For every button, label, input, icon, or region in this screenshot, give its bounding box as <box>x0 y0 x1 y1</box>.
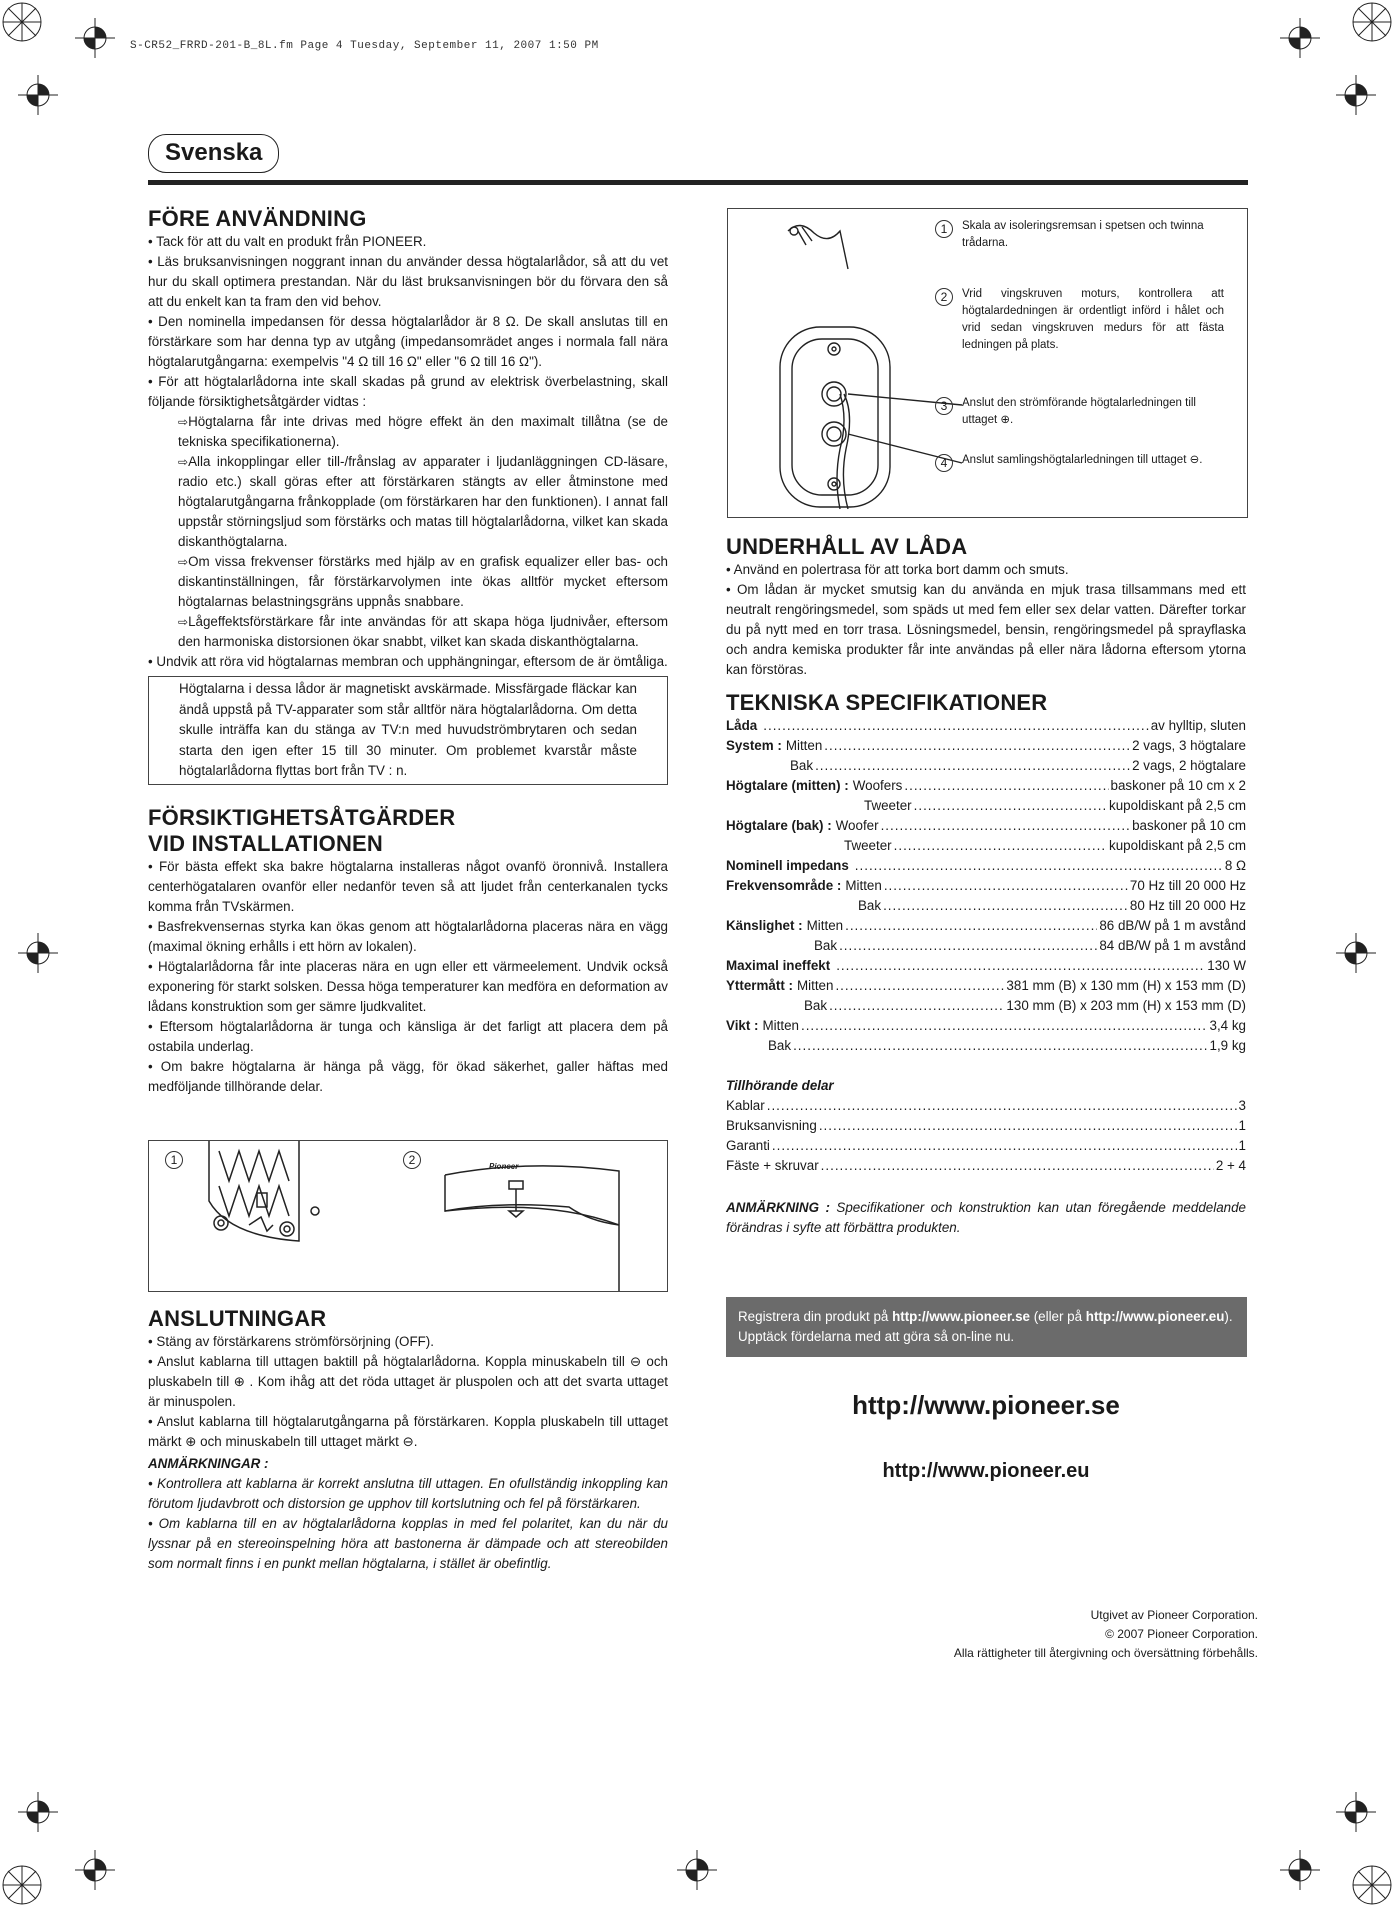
step-number: 1 <box>935 220 953 238</box>
leader-dots <box>884 876 1128 896</box>
spec-value: 84 dB/W på 1 m avstånd <box>1099 938 1246 953</box>
accessory-name: Garanti <box>726 1138 770 1153</box>
paragraph: • För bästa effekt ska bakre högtalarna installeras något ovanfö öronnivå. Installera centerhögatalaren ovanför eller nedanför teven så att ljudet från centerkanalen tycks komma från TVskärmen. <box>148 858 668 914</box>
spec-value: 80 Hz till 20 000 Hz <box>1129 898 1246 913</box>
section-title-forsiktighet: FÖRSIKTIGHETSÅTGÄRDER <box>148 804 456 830</box>
spec-label <box>726 776 902 796</box>
speaker-grille-illustration <box>149 1141 667 1291</box>
sub-item-text: Lågeffektsförstärkare får inte användas för att skapa höga ljudnivåer, eftersom den harmoniska distorsionen ökar snabbt, vilket kan skada diskanthögtalarna. <box>178 614 668 649</box>
language-tab: Svenska <box>148 134 279 173</box>
sub-item-text: Om vissa frekvenser förstärks med hjälp av en grafisk equalizer eller bas- och diskantinställningen, får förstärkarvolymen inte ökas alltför mycket eftersom högtalarnas belastningsgräns uppnås snabbare. <box>178 554 668 609</box>
section-title-specifikationer: TEKNISKA SPECIFIKATIONER <box>726 690 1048 715</box>
step-text: Skala av isoleringsremsan i spetsen och twinna trådarna. <box>962 220 1204 249</box>
step-4 <box>940 452 1214 470</box>
spec-label <box>726 876 882 896</box>
leader-dots <box>824 736 1130 756</box>
paragraph: • Anslut kablarna till uttagen baktill på högtalarlådorna. Koppla minuskabeln till ⊖ och pluskabeln till ⊕ . Kom ihåg att det röda uttaget är pluspolen och att det svarta uttaget är minuspolen. <box>148 1354 668 1409</box>
spec-label-sub: Bak <box>814 938 838 953</box>
accessory-qty: 3 <box>1238 1098 1246 1113</box>
remark <box>726 1198 1246 1238</box>
reg-link-eu[interactable]: http://www.pioneer.eu <box>1085 1309 1225 1324</box>
accessory-qty: 2 + 4 <box>1215 1158 1246 1173</box>
accessories-list <box>726 1096 1246 1176</box>
spec-label-main: System : <box>726 738 782 753</box>
spec-label-sub: Mitten <box>796 978 834 993</box>
paragraph: • Om lådan är mycket smutsig kan du använda en mjuk trasa tillsammans med ett neutralt rengöringsmedel, som späds ut med fem eller sex delar vatten. Därefter torkar du på nytt med en torr trasa. Lösningsmedel, bensin, rengöringsmedel på sprayflaska och andra kemiska produkter får inte användas på eller nära lådorna eftersom ytorna kan förstöras. <box>726 582 1246 677</box>
step-text: Vrid vingskruven moturs, kontrollera att högtalardedningen är ordentligt införd i hålet och vrid sedan vingskruven medurs för att fästa ledningen på plats. <box>962 288 1224 351</box>
spec-label-main: Högtalare (bak) : <box>726 818 832 833</box>
brand-label: Pioneer <box>489 1162 519 1171</box>
spec-label <box>804 996 827 1016</box>
spec-label-sub: Mitten <box>762 1018 799 1033</box>
spec-row <box>726 856 1246 876</box>
step-number: 4 <box>935 454 953 472</box>
spec-value: 2 vags, 3 högtalare <box>1132 738 1246 753</box>
spec-row <box>726 896 1246 916</box>
spec-row <box>726 776 1246 796</box>
accessories-title: Tillhörande delar <box>726 1078 834 1093</box>
sub-item <box>148 412 668 452</box>
spec-value: 3,4 kg <box>1209 1018 1246 1033</box>
url-pioneer-eu[interactable]: http://www.pioneer.eu <box>882 1460 1090 1482</box>
header-rule <box>148 180 1248 185</box>
terminal-illustration <box>728 209 1247 517</box>
accessory-row <box>726 1096 1246 1116</box>
spec-label-main: Högtalare (mitten) : <box>726 778 849 793</box>
note-item: • Om kablarna till en av högtalarlådorna kopplas in med fel polaritet, kan du när du lyssnar på en stereoinspelning höra att bastonerna är dämpade och att stereobilden som normalt finns i en punkt mellan högtalarna, i stället är obefintlig. <box>148 1516 668 1571</box>
accessory-row <box>726 1136 1246 1156</box>
leader-dots <box>904 776 1108 796</box>
remark-text: Specifikationer och konstruktion kan utan föregående meddelande förändras i syfte att förbättra produkten. <box>726 1200 1246 1235</box>
spec-label <box>726 1016 799 1036</box>
arrow-right-icon: ⇨ <box>178 455 189 469</box>
spec-label <box>726 976 833 996</box>
section-title-installationen: VID INSTALLATIONEN <box>148 830 383 856</box>
accessory-row <box>726 1156 1246 1176</box>
spec-label <box>726 816 879 836</box>
credits <box>850 1606 1258 1663</box>
leader-dots <box>836 956 1205 976</box>
spec-label <box>726 956 834 976</box>
credit-line: © 2007 Pioneer Corporation. <box>1105 1627 1258 1641</box>
spec-label <box>844 836 892 856</box>
leader-dots <box>835 976 1004 996</box>
step-number: 2 <box>935 288 953 306</box>
spec-list <box>726 716 1246 1056</box>
spec-row <box>726 916 1246 936</box>
spec-row <box>726 956 1246 976</box>
paragraph: • Använd en polertrasa för att torka bort damm och smuts. <box>726 562 1069 577</box>
spec-label-main: Maximal ineffekt <box>726 958 831 973</box>
spec-label <box>726 736 822 756</box>
arrow-right-icon: ⇨ <box>178 415 189 429</box>
paragraph: • Basfrekvensernas styrka kan ökas genom att högtalarlådorna placeras nära en vägg (maximal ökning erhålls i ett hörn av lokalen). <box>148 918 668 954</box>
leader-dots <box>767 1096 1237 1116</box>
step-1 <box>940 218 1234 252</box>
step-number: 3 <box>935 397 953 415</box>
note-item: • Kontrollera att kablarna är korrekt anslutna till uttagen. En ofullständig inkoppling kan förutom ljudavbrott och distorsion ge upphov till kortslutning och fel på förstärkaren. <box>148 1476 668 1511</box>
spec-label-sub: Tweeter <box>844 838 892 853</box>
paragraph: • Läs bruksanvisningen noggrant innan du använder dessa högtalarlådor, så att du vet hur du skall optimera prestandan. När du läst bruksanvisningen bör du förvara den så att du enkelt kan ta fram den vid behov. <box>148 254 668 309</box>
spec-value: 86 dB/W på 1 m avstånd <box>1099 918 1246 933</box>
step-text: Anslut samlingshögtalarledningen till uttaget ⊖. <box>962 454 1203 466</box>
leader-dots <box>855 856 1223 876</box>
spec-label-sub: Bak <box>790 758 814 773</box>
spec-label-sub: Tweeter <box>864 798 912 813</box>
spec-label <box>864 796 912 816</box>
spec-label-sub: Woofers <box>852 778 903 793</box>
spec-label-sub: Bak <box>858 898 882 913</box>
spec-row <box>726 996 1246 1016</box>
spec-label <box>814 936 837 956</box>
spec-label <box>858 896 881 916</box>
spec-label-main: Känslighet : <box>726 918 803 933</box>
spec-label-main: Yttermått : <box>726 978 793 993</box>
section-title-anslutningar: ANSLUTNINGAR <box>148 1306 327 1331</box>
spec-row <box>726 876 1246 896</box>
leader-dots <box>819 1116 1237 1136</box>
paragraph: • Högtalarlådorna får inte placeras nära en ugn eller ett värmeelement. Undvik också exponering för starkt solsken. Dessa höga temperaturer kan medföra en deformation av lådans konstruktion som ger sämre ljudkvalitet. <box>148 958 668 1014</box>
leader-dots <box>801 1016 1208 1036</box>
spec-value: 130 W <box>1207 958 1246 973</box>
spec-row <box>726 716 1246 736</box>
spec-row <box>726 816 1246 836</box>
right-column <box>726 534 1246 1238</box>
spec-label <box>726 716 761 736</box>
leader-dots <box>815 756 1130 776</box>
spec-label <box>726 916 843 936</box>
sub-item-text: Alla inkopplingar eller till-/frånslag av apparater i ljudanläggningen CD-läsare, radio etc.) skall göras efter att förstärkaren stängts av eller åtminstone med högtalarutgångarna frånkopplade (om förstärkaren har den funktionen). I annat fall uppstår störningsljud som förstärks och matas till högtalarlådorna, vilket kan skada diskanthögtalarna. <box>178 454 668 549</box>
leader-dots <box>845 916 1097 936</box>
wall-mount-figure <box>148 1140 668 1292</box>
leader-dots <box>829 996 1004 1016</box>
spec-label-main: Frekvensområde : <box>726 878 842 893</box>
spec-label-main: Låda <box>726 718 758 733</box>
credit-line: Alla rättigheter till återgivning och översättning förbehålls. <box>953 1646 1258 1660</box>
spec-row <box>726 976 1246 996</box>
left-column <box>148 206 668 1097</box>
spec-value: 130 mm (B) x 203 mm (H) x 153 mm (D) <box>1006 998 1246 1013</box>
spec-label-sub: Bak <box>768 1038 792 1053</box>
spec-label-sub: Woofer <box>835 818 879 833</box>
file-header: S-CR52_FRRD-201-B_8L.fm Page 4 Tuesday, September 11, 2007 1:50 PM <box>130 40 599 52</box>
figure-number: 1 <box>165 1151 183 1169</box>
sub-item-text: Högtalarna får inte drivas med högre effekt än den maximalt tillåtna (se de tekniska specifikationerna). <box>178 414 668 449</box>
reg-link-se[interactable]: http://www.pioneer.se <box>892 1309 1030 1324</box>
section-title-fore-anvandning: FÖRE ANVÄNDNING <box>148 206 367 231</box>
leader-dots <box>883 896 1128 916</box>
paragraph: • För att högtalarlådorna inte skall skadas på grund av elektrisk överbelastning, skall följande försiktighetsåtgärder vidtas : <box>148 374 668 409</box>
figure-number: 2 <box>403 1151 421 1169</box>
leader-dots <box>914 796 1107 816</box>
paragraph: • Tack för att du valt en produkt från PIONEER. <box>148 234 427 249</box>
step-2 <box>940 286 1224 354</box>
registration-box <box>726 1297 1247 1357</box>
spec-label-sub: Mitten <box>806 918 844 933</box>
credit-line: Utgivet av Pioneer Corporation. <box>1090 1608 1258 1622</box>
spec-label <box>790 756 813 776</box>
spec-value: baskoner på 10 cm x 2 <box>1110 778 1246 793</box>
section-title-underhall: UNDERHÅLL AV LÅDA <box>726 534 968 559</box>
leader-dots <box>772 1136 1237 1156</box>
leader-dots <box>839 936 1097 956</box>
spec-row <box>726 1016 1246 1036</box>
spec-value: av hylltip, sluten <box>1150 718 1246 733</box>
reg-text: Registrera din produkt på <box>738 1309 893 1324</box>
spec-value: 8 Ω <box>1224 858 1246 873</box>
leader-dots <box>881 816 1131 836</box>
spec-value: 381 mm (B) x 130 mm (H) x 153 mm (D) <box>1006 978 1246 993</box>
leader-dots <box>763 716 1148 736</box>
remark-label: ANMÄRKNING : <box>726 1200 830 1215</box>
spec-label-sub: Mitten <box>785 738 823 753</box>
spec-row <box>726 796 1246 816</box>
accessory-qty: 1 <box>1238 1118 1246 1133</box>
paragraph: • Om bakre högtalarna är hänga på vägg, för ökad säkerhet, galler häftas med medföljande tillhörande delar. <box>148 1058 668 1094</box>
spec-label-main: Vikt : <box>726 1018 759 1033</box>
spec-row <box>726 836 1246 856</box>
spec-label <box>726 856 853 876</box>
paragraph: • Undvik att röra vid högtalarnas membran och upphängningar, eftersom de är ömtåliga. <box>148 654 668 669</box>
url-pioneer-se[interactable]: http://www.pioneer.se <box>852 1390 1120 1420</box>
paragraph: • Eftersom högtalarlådorna är tunga och känsliga är det farligt att placera dem på ostabila underlag. <box>148 1018 668 1054</box>
step-text: Anslut den strömförande högtalarledningen till uttaget ⊕. <box>962 397 1196 426</box>
accessory-qty: 1 <box>1238 1138 1246 1153</box>
spec-value: 70 Hz till 20 000 Hz <box>1129 878 1246 893</box>
accessory-name: Bruksanvisning <box>726 1118 817 1133</box>
paragraph: • Den nominella impedansen för dessa högtalarlådor är 8 Ω. De skall anslutas till en förstärkare som har denna typ av utgång (impedansomrädet anges i normala fall nära högtalarutgångarna: exempelvis "4 Ω till 16 Ω" eller "6 Ω till 16 Ω"). <box>148 314 668 369</box>
step-3 <box>940 395 1234 429</box>
connection-figure <box>727 208 1248 518</box>
magnetic-shield-note: Högtalarna i dessa lådor är magnetiskt avskärmade. Missfärgade fläckar kan ändå uppstå på TV-apparater som står alltför nära högtalarlådorna. Om detta skulle inträffa kan du stänga av TV:n med huvudströmbrytaren och sedan starta den igen efter 15 till 30 minuter. Om problemet kvarstår måste högtalarlådorna flyttas bort från TV : n. <box>148 676 668 785</box>
spec-value: kupoldiskant på 2,5 cm <box>1109 838 1246 853</box>
spec-row <box>726 736 1246 756</box>
spec-value: 1,9 kg <box>1209 1038 1246 1053</box>
reg-text: (eller på <box>1029 1309 1086 1324</box>
spec-label <box>768 1036 791 1056</box>
spec-label-sub: Mitten <box>845 878 882 893</box>
leader-dots <box>894 836 1107 856</box>
reg-text: Upptäck fördelarna med att göra så on-line nu. <box>738 1329 1015 1344</box>
accessory-name: Kablar <box>726 1098 765 1113</box>
spec-value: kupoldiskant på 2,5 cm <box>1109 798 1246 813</box>
spec-label-main: Nominell impedans <box>726 858 849 873</box>
spec-row <box>726 756 1246 776</box>
accessory-name: Fäste + skruvar <box>726 1158 819 1173</box>
sub-item <box>148 552 668 612</box>
left-column-bottom <box>148 1306 668 1574</box>
paragraph: • Anslut kablarna till högtalarutgångarna på förstärkaren. Koppla pluskabeln till uttaget märkt ⊕ och minuskabeln till uttaget märkt ⊖. <box>148 1414 668 1449</box>
sub-item <box>148 452 668 552</box>
spec-row <box>726 1036 1246 1056</box>
sub-item <box>148 612 668 652</box>
notes-title: ANMÄRKNINGAR : <box>148 1456 269 1471</box>
paragraph: • Stäng av förstärkarens strömförsörjning (OFF). <box>148 1334 434 1349</box>
arrow-right-icon: ⇨ <box>178 615 189 629</box>
reg-text: ). <box>1224 1309 1233 1324</box>
spec-label-sub: Bak <box>804 998 828 1013</box>
spec-value: baskoner på 10 cm <box>1132 818 1246 833</box>
spec-row <box>726 936 1246 956</box>
accessory-row <box>726 1116 1246 1136</box>
leader-dots <box>793 1036 1207 1056</box>
spec-value: 2 vags, 2 högtalare <box>1132 758 1246 773</box>
arrow-right-icon: ⇨ <box>178 555 189 569</box>
leader-dots <box>821 1156 1214 1176</box>
